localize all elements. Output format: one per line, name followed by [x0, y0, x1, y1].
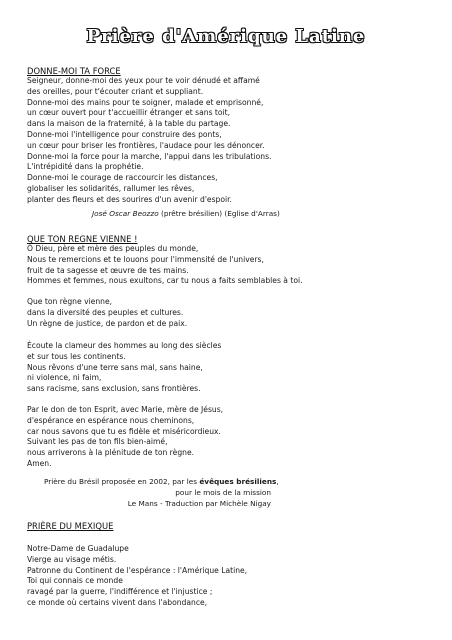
- text-line: Donne-moi le courage de raccourcir les distances,: [27, 173, 218, 183]
- text-line: Seigneur, donne-moi des yeux pour te voir dénudé et affamé: [27, 76, 260, 85]
- text-line: Hommes et femmes, nous exultons, car tu nous a faits semblables à toi.: [27, 276, 303, 286]
- text-line: Par le don de ton Esprit, avec Marie, mère de Jésus,: [27, 405, 224, 414]
- text-line: un cœur pour briser les frontières, l'audace pour les dénoncer.: [27, 140, 265, 150]
- text-line: Amen.: [27, 458, 52, 468]
- text-line: Donne-moi l'intelligence pour construire des ponts,: [27, 129, 222, 139]
- signature-detail: (prêtre brésilien) (Eglise d'Arras): [158, 209, 280, 218]
- text-line: Notre-Dame de Guadalupe: [27, 544, 129, 553]
- prayer-paragraph-4: [27, 405, 223, 470]
- text-line: Donne-moi la force pour la marche, l'appui dans les tribulations.: [27, 151, 272, 161]
- text-line: car nous savons que tu es fidèle et miséricordieux.: [27, 426, 221, 436]
- prayer-paragraph-3: [27, 341, 221, 395]
- prayer-paragraph-2: [27, 297, 187, 329]
- section-heading-donne-moi: DONNE-MOI TA FORCE: [27, 66, 121, 76]
- text-line: d'espérance en espérance nous cheminons,: [27, 415, 195, 425]
- credit-bishops: évêques brésiliens: [199, 477, 277, 486]
- text-line: sans racisme, sans exclusion, sans frontières.: [27, 384, 201, 394]
- prayer-text-mexique: [27, 544, 247, 609]
- text-line: ce monde où certains vivent dans l'abondance,: [27, 597, 208, 607]
- text-line: planter des fleurs et des sourires d'un avenir d'espoir.: [27, 194, 232, 204]
- text-line: Écoute la clameur des hommes au long des siècles: [27, 341, 222, 350]
- credit-line-3: Le Mans - Traduction par Michèle Nigay: [127, 499, 271, 508]
- text-line: Que ton règne vienne,: [27, 297, 113, 306]
- text-line: dans la diversité des peuples et cultures.: [27, 307, 184, 317]
- text-line: Patronne du Continent de l'espérance : l'Amérique Latine,: [27, 565, 248, 575]
- text-line: un cœur ouvert pour t'accueillir étranger et sans toit,: [27, 108, 231, 118]
- text-line: Ô Dieu, père et mère des peuples du monde,: [27, 244, 199, 253]
- prayer-paragraph-1: [27, 244, 303, 287]
- text-line: ni violence, ni faim,: [27, 373, 102, 383]
- text-line: Vierge au visage métis.: [27, 554, 117, 564]
- text-line: fruit de ta sagesse et œuvre de tes mains.: [27, 265, 189, 275]
- credit-line-1: [44, 477, 279, 488]
- text-line: Un règne de justice, de pardon et de paix.: [27, 318, 188, 328]
- text-line: Suivant les pas de ton fils bien-aimé,: [27, 437, 168, 447]
- signature-beozzo: [92, 209, 280, 220]
- credit-comma: ,: [276, 477, 279, 486]
- credit-line-2: pour le mois de la mission: [175, 488, 271, 497]
- text-line: Nous rêvons d'une terre sans mal, sans haine,: [27, 362, 203, 372]
- text-line: L'intrépidité dans la prophétie.: [27, 162, 144, 172]
- document-title: Prière d'Amérique Latine: [86, 26, 366, 47]
- text-line: globaliser les solidarités, rallumer les rêves,: [27, 183, 195, 193]
- signature-author: José Oscar Beozzo: [92, 209, 159, 218]
- prayer-text-donne-moi: [27, 76, 271, 206]
- credit-text: Prière du Brésil proposée en 2002, par les: [44, 477, 200, 486]
- text-line: des oreilles, pour t'écouter criant et suppliant.: [27, 86, 204, 96]
- section-heading-mexique: PRIÈRE DU MEXIQUE: [27, 521, 114, 531]
- text-line: dans la maison de la fraternité, à la table du partage.: [27, 119, 231, 129]
- text-line: Toi qui connais ce monde: [27, 576, 123, 586]
- text-line: Nous te remercions et te louons pour l'immensité de l'univers,: [27, 254, 264, 264]
- text-line: nous arriverons à la plénitude de ton règne.: [27, 448, 195, 458]
- section-heading-que-ton-regne: QUE TON REGNE VIENNE !: [27, 234, 138, 244]
- text-line: et sur tous les continents.: [27, 351, 126, 361]
- text-line: ravagé par la guerre, l'indifférence et l'injustice ;: [27, 587, 213, 597]
- text-line: Donne-moi des mains pour te soigner, malade et emprisonné,: [27, 97, 264, 107]
